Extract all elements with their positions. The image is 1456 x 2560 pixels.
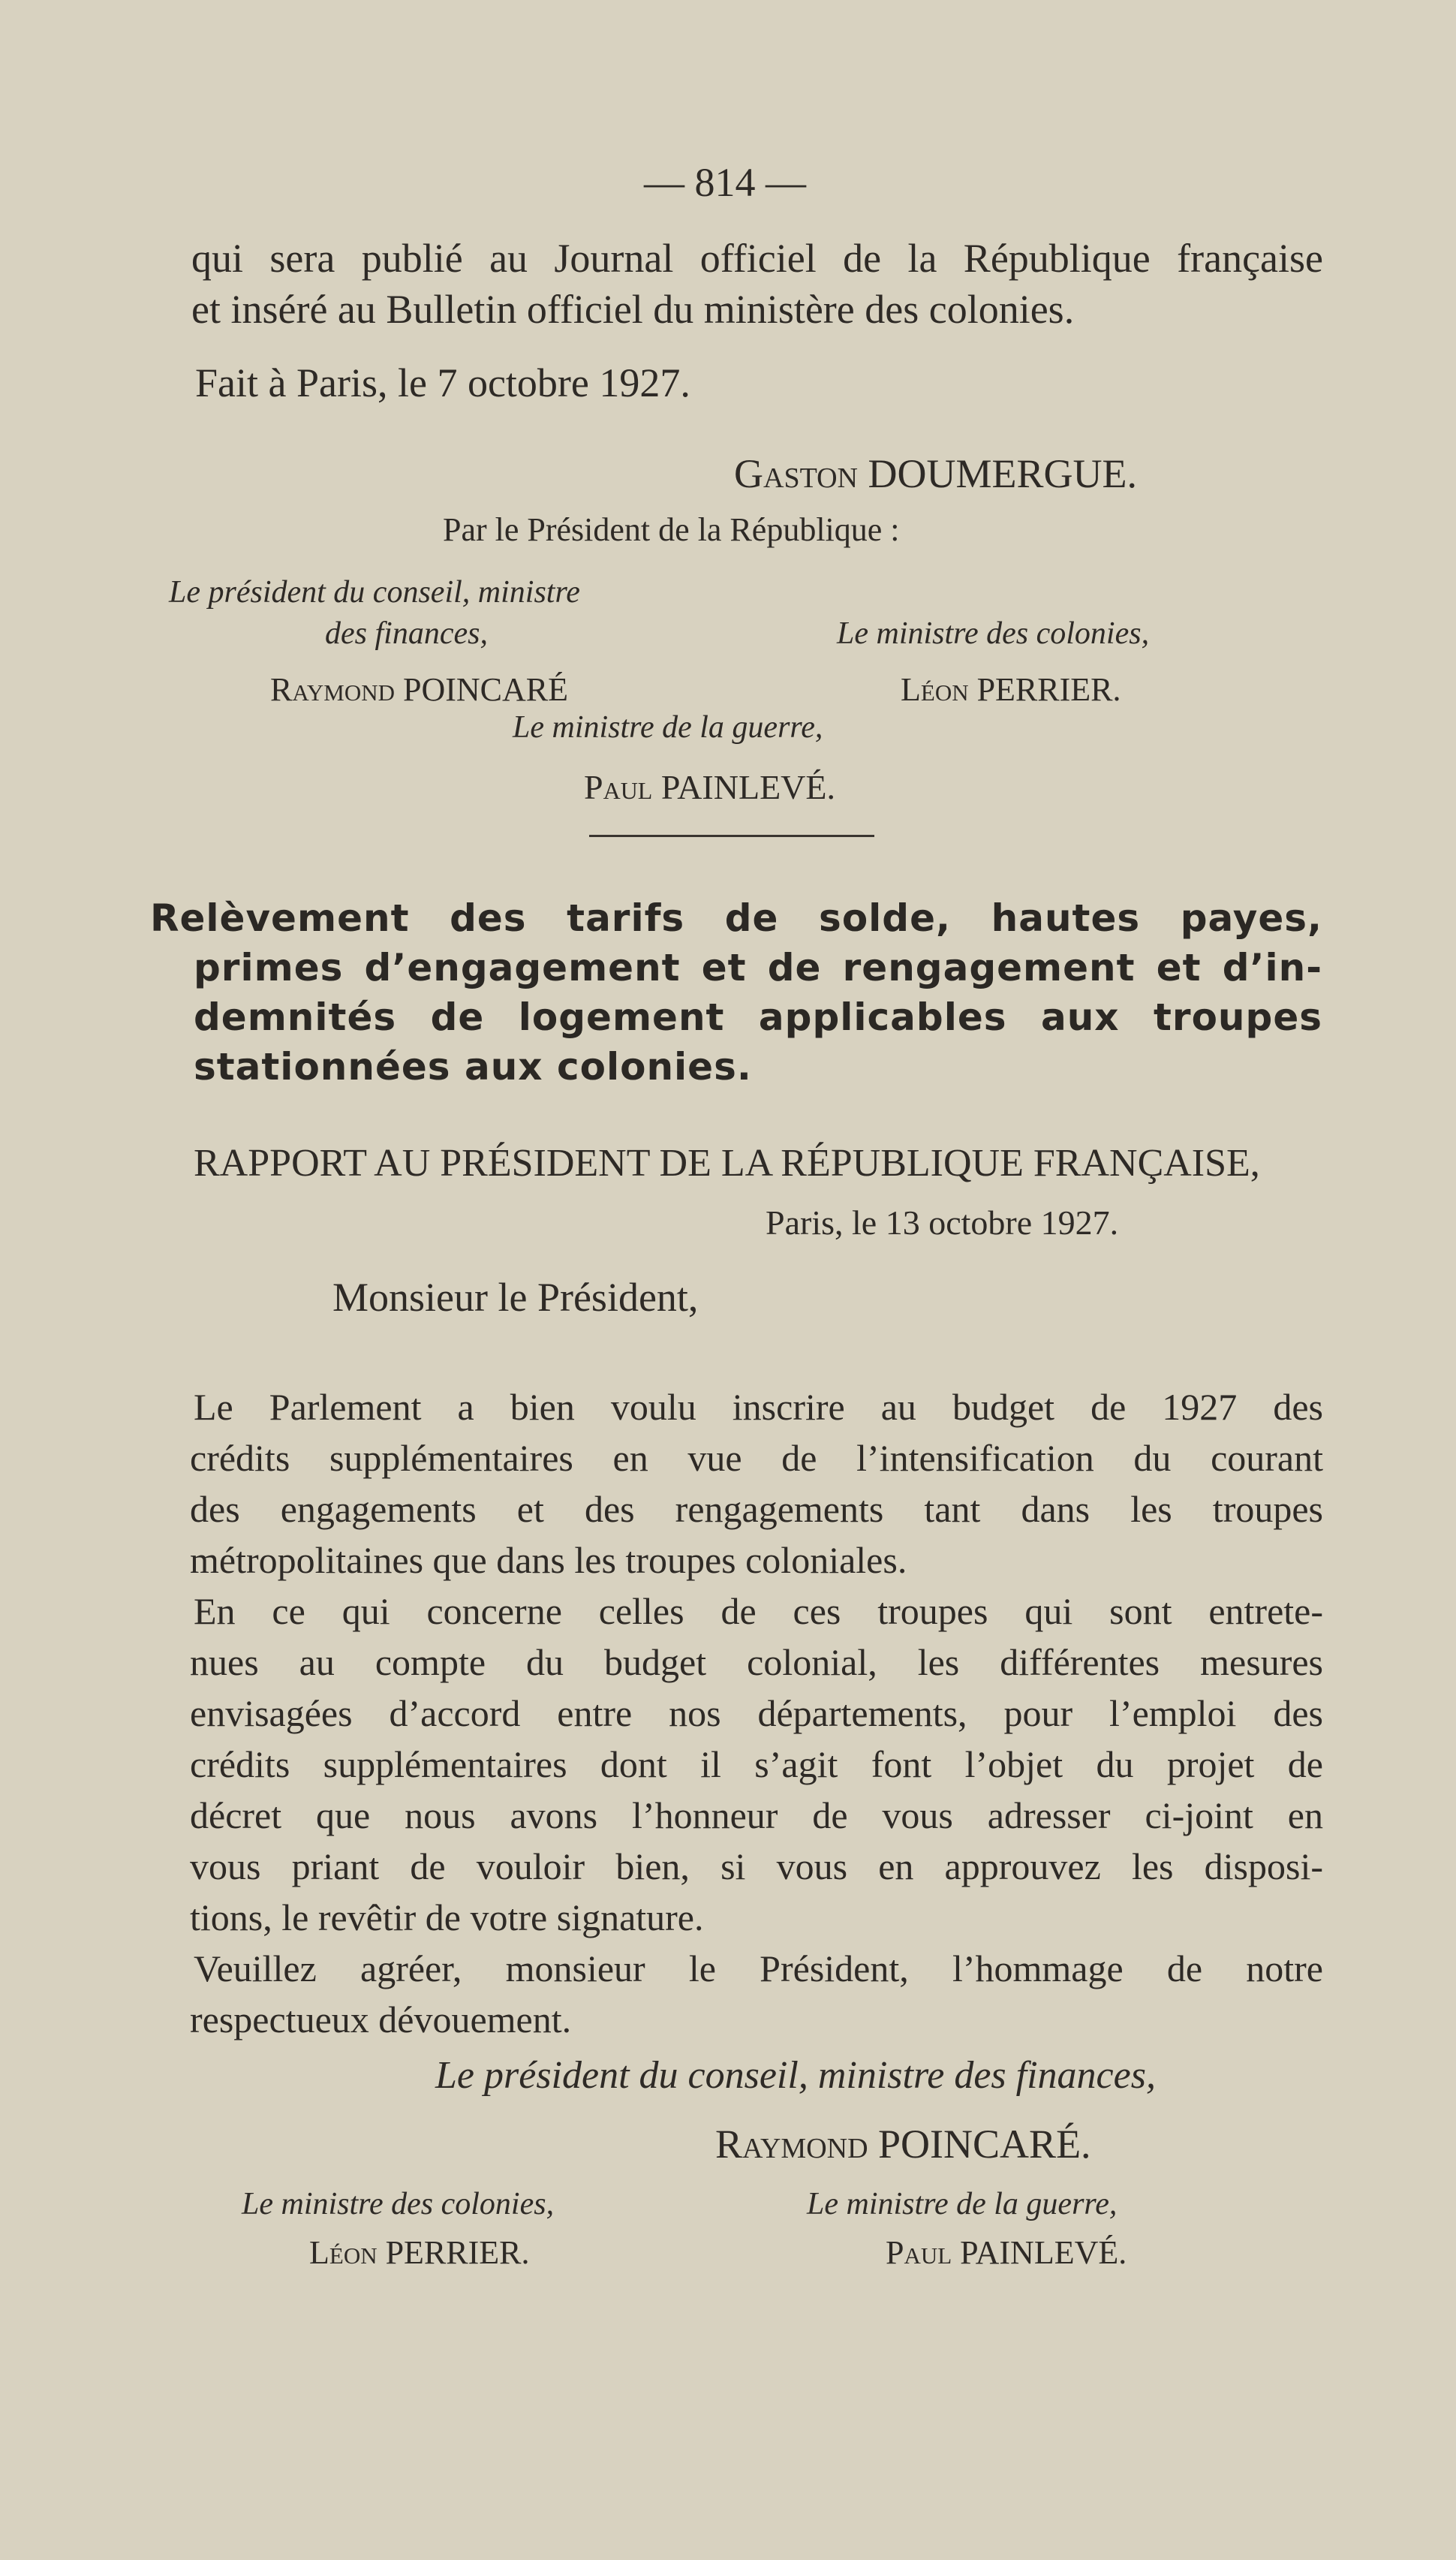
done-at-line: Fait à Paris, le 7 octobre 1927. (195, 360, 690, 405)
p2-line: envisagées d’accord entre nos départements, pour l’emploi des (190, 1692, 1323, 1734)
colonies-name-2: Léon PERRIER. (309, 2234, 530, 2271)
opening-line-1: qui sera publié au Journal officiel de la République française (191, 236, 1323, 281)
p3-line: respectueux dévouement. (190, 1998, 572, 2040)
paragraph-3 (190, 1943, 1323, 2045)
p3-line: Veuillez agréer, monsieur le Président, l’hommage de notre (194, 1947, 1323, 1989)
opening-line-2: et inséré au Bulletin officiel du ministère des colonies. (191, 287, 1075, 332)
p2-line: tions, le revêtir de votre signature. (190, 1896, 704, 1938)
title-line-3: demnités de logement applicables aux troupes (194, 995, 1322, 1039)
colonies-title-2: Le ministre des colonies, (242, 2187, 555, 2221)
rapport-heading: RAPPORT AU PRÉSIDENT DE LA RÉPUBLIQUE FRANÇAISE, (194, 1142, 1260, 1185)
p2-line: crédits supplémentaires dont il s’agit font l’objet du projet de (190, 1743, 1323, 1785)
title-line-1: Relèvement des tarifs de solde, hautes payes, (150, 896, 1322, 940)
president-signature: Gaston DOUMERGUE. (734, 451, 1137, 496)
page-number: — 814 — (644, 160, 806, 205)
salutation: Monsieur le Président, (332, 1275, 699, 1320)
p2-line: nues au compte du budget colonial, les différentes mesures (190, 1641, 1323, 1683)
p2-line: vous priant de vouloir bien, si vous en approuvez les disposi- (190, 1845, 1323, 1887)
war-title-2: Le ministre de la guerre, (807, 2187, 1118, 2221)
p2-line: En ce qui concerne celles de ces troupes qui sont entrete- (194, 1590, 1323, 1632)
p2-line: décret que nous avons l’honneur de vous adresser ci-joint en (190, 1794, 1323, 1836)
pc-name: Raymond POINCARÉ (270, 671, 569, 708)
colonies-title: Le ministre des colonies, (837, 616, 1150, 651)
by-president-line: Par le Président de la République : (443, 511, 900, 548)
colonies-name: Léon PERRIER. (901, 671, 1121, 708)
war-title: Le ministre de la guerre, (513, 710, 823, 745)
paragraph-1 (190, 1381, 1323, 1586)
war-name: Paul PAINLEVÉ. (584, 768, 835, 806)
section-title (150, 893, 1322, 1092)
p1-line: des engagements et des rengagements tant dans les troupes (190, 1488, 1323, 1530)
pc-name-2: Raymond POINCARÉ. (715, 2122, 1091, 2167)
p1-line: métropolitaines que dans les troupes coloniales. (190, 1539, 907, 1581)
pc-title-line-2: des finances, (325, 616, 488, 651)
title-line-2: primes d’engagement et de rengagement et d’in- (194, 946, 1322, 989)
war-name-2: Paul PAINLEVÉ. (886, 2234, 1127, 2271)
pc-title-line-1: Le président du conseil, ministre (169, 575, 580, 610)
p1-line: crédits supplémentaires en vue de l’intensification du courant (190, 1437, 1323, 1479)
separator-rule (589, 835, 874, 837)
paragraph-2 (190, 1586, 1323, 1943)
title-line-4: stationnées aux colonies. (194, 1045, 752, 1089)
pc-title-2: Le président du conseil, ministre des finances, (435, 2054, 1156, 2097)
p1-line: Le Parlement a bien voulu inscrire au budget de 1927 des (194, 1386, 1323, 1428)
rapport-date: Paris, le 13 octobre 1927. (766, 1203, 1119, 1242)
